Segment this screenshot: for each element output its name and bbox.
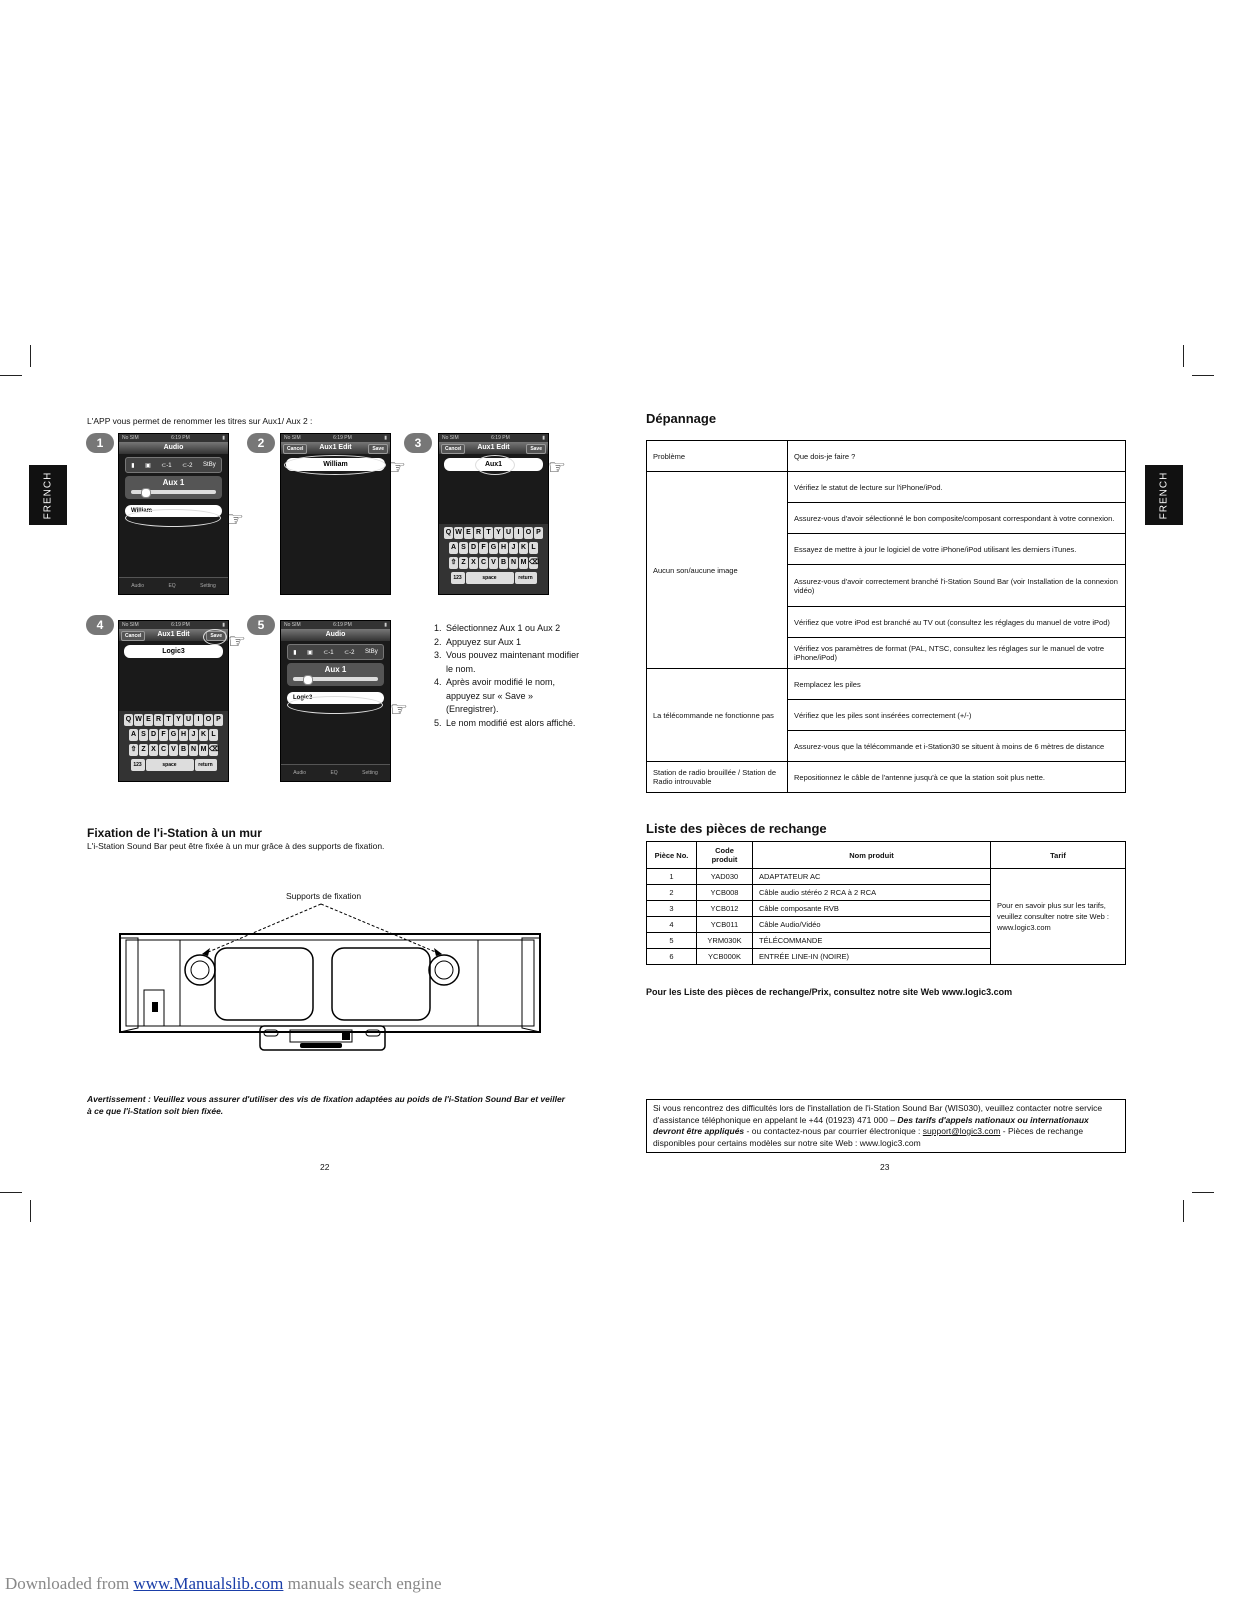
action-cell: Assurez-vous d'avoir sélectionné le bon composite/composant correspondant à votre connexion. — [788, 503, 1126, 534]
action-cell: Assurez-vous d'avoir correctement branché l'i-Station Sound Bar (voir Installation de la connexion vidéo) — [788, 565, 1126, 607]
aux-panel: Aux 1 — [287, 663, 384, 686]
page-number-right: 23 — [880, 1162, 890, 1172]
table-row: 5 YRM030K TÉLÉCOMMANDE — [647, 933, 1126, 949]
highlight-ellipse — [475, 455, 515, 475]
step-number-2: 2 — [247, 433, 275, 453]
soundbar-body — [120, 934, 540, 1032]
action-cell: Essayez de mettre à jour le logiciel de votre iPhone/iPod utilisant les derniers iTunes. — [788, 534, 1126, 565]
setting-tab[interactable]: Setting — [200, 583, 216, 589]
screen-title: Aux1 Edit Cancel Save — [439, 442, 548, 454]
phone-screen-2: No SIM 6:19 PM ▮ Aux1 Edit Cancel Save William — [280, 433, 391, 595]
table-row — [647, 669, 1126, 700]
table-row: 3 YCB012 Câble composante RVB — [647, 901, 1126, 917]
keyboard: Q W E R T Y U I O P A S D F G H J K L ⇧ Z X C V B N M ⌫ 123 space return — [119, 711, 228, 781]
step-number-1: 1 — [86, 433, 114, 453]
soundbar-inner — [126, 940, 534, 1026]
troubleshoot-table — [646, 440, 1126, 793]
phone-screen-5: No SIM 6:19 PM ▮ Audio ▮ ▣ ⊂-1 ⊂-2 StBy Aux 1 Logic3 Audio EQ Setting — [280, 620, 391, 782]
name-input[interactable]: Logic3 — [124, 645, 223, 658]
wall-mount-subtitle: L'i-Station Sound Bar peut être fixée à un mur grâce à des supports de fixation. — [87, 841, 385, 851]
dock-port — [342, 1031, 350, 1040]
price-note: Pour en savoir plus sur les tarifs, veuillez consulter notre site Web : www.logic3.com — [991, 869, 1126, 965]
pointing-hand-icon: ☞ — [390, 699, 408, 721]
phone-screen-1 — [118, 433, 229, 595]
left-bracket-hole — [191, 961, 209, 979]
action-cell: Vérifiez que les piles sont insérées correctement (+/-) — [788, 700, 1126, 731]
aux-name-row[interactable]: William — [125, 505, 222, 517]
keyboard-row-2: A S D F G H J K L — [441, 542, 546, 554]
cancel-button[interactable]: Cancel — [441, 444, 465, 454]
download-footer: Downloaded from www.Manualslib.com manuals search engine — [5, 1574, 442, 1593]
action-cell: Vérifiez vos paramètres de format (PAL, NTSC, consultez les réglages sur le manuel de votre iPhone/iPod) — [788, 638, 1126, 669]
language-tab-left — [29, 465, 67, 525]
bracket-label: Supports de fixation — [286, 891, 362, 901]
instructions-list — [434, 622, 584, 730]
keyboard-row-1: Q W E R T Y U I O P — [441, 527, 546, 539]
soundbar-diagram — [118, 898, 543, 1054]
standby-source[interactable]: StBy — [203, 462, 216, 468]
cancel-button[interactable]: Cancel — [283, 444, 307, 454]
instruction-item: 3. Vous pouvez maintenant modifier le nom. — [434, 650, 580, 674]
problem-header: Problème — [647, 441, 788, 472]
table-row — [647, 472, 1126, 503]
status-bar: No SIM 6:19 PM ▮ — [119, 434, 228, 442]
source-selector[interactable] — [125, 457, 222, 473]
warning-text: Avertissement : Veuillez vous assurer d'utiliser des vis de fixation adaptées au poids de l'i-Station Sound Bar et veiller à ce que l'i-Station soit bien fixée. — [87, 1094, 565, 1116]
price-header: Tarif — [991, 842, 1126, 869]
parts-web-note: Pour les Liste des pièces de rechange/Prix, consultez notre site Web www.logic3.com — [646, 987, 1013, 997]
part-no-header: Pièce No. — [647, 842, 697, 869]
bracket-pointer-line — [321, 904, 438, 953]
soundbar-right-end — [522, 938, 540, 1032]
soundbar-left-end — [120, 938, 138, 1032]
action-cell: Repositionnez le câble de l'antenne jusqu'à ce que la station soit plus nette. — [788, 762, 1126, 793]
instruction-item: 5. Le nom modifié est alors affiché. — [434, 717, 576, 728]
table-row: 1 YAD030 ADAPTATEUR AC Pour en savoir plus sur les tarifs, veuillez consulter notre site Web : www.logic3.com — [647, 869, 1126, 885]
keyboard-row-4: 123 space return — [441, 572, 546, 584]
crop-mark — [1183, 345, 1184, 367]
action-cell: Vérifiez le statut de lecture sur l'iPhone/iPod. — [788, 472, 1126, 503]
language-tab-right — [1145, 465, 1183, 525]
contact-box: Si vous rencontrez des difficultés lors de l'installation de l'i-Station Sound Bar (WIS030), veuillez contacter notre service d'assistance téléphonique en appelant le +44 (01923) 471 000 – Des tarifs d'appels nationaux ou internationaux devront être appliqués - ou contactez-nous par courrier électronique : support@logic3.com - Pièces de rechange disponibles pour certains modèles sur notre site Web : www.logic3.com — [646, 1099, 1126, 1153]
source-selector[interactable]: ▮ ▣ ⊂-1 ⊂-2 StBy — [287, 644, 384, 660]
language-tab-label: FRENCH — [1158, 471, 1170, 519]
highlight-ellipse — [125, 509, 221, 527]
audio-tab[interactable]: Audio — [131, 583, 145, 589]
aux-name-row[interactable]: Logic3 — [287, 692, 384, 704]
right-bracket-hole — [435, 961, 453, 979]
table-header-row — [647, 842, 1126, 869]
dock-label — [300, 1043, 342, 1048]
right-speaker-grille — [332, 948, 430, 1020]
save-button[interactable]: Save — [526, 444, 546, 454]
highlight-ellipse — [203, 629, 227, 645]
bottom-toolbar — [119, 577, 228, 594]
troubleshoot-title: Dépannage — [646, 411, 717, 426]
name-header: Nom produit — [753, 842, 991, 869]
keyboard-row-3: ⇧ Z X C V B N M ⌫ — [441, 557, 546, 569]
aux-label: Aux 1 — [162, 478, 185, 487]
radio-source-icon[interactable]: ▣ — [145, 462, 151, 469]
screen-title: Aux1 Edit Cancel Save — [119, 629, 228, 641]
pointing-hand-icon: ☞ — [228, 631, 246, 653]
left-speaker-grille — [215, 948, 313, 1020]
manualslib-link[interactable]: www.Manualslib.com — [133, 1574, 284, 1593]
action-cell: Vérifiez que votre iPod est branché au TV out (consultez les réglages du manuel de votre iPod) — [788, 607, 1126, 638]
phone-screen-4: No SIM 6:19 PM ▮ Aux1 Edit Cancel Save Logic3 Q W E R T Y U I O P A S D F G H J K L ⇧ Z X C V B N M ⌫ 123 space return — [118, 620, 229, 782]
volume-slider[interactable] — [293, 677, 378, 681]
action-cell: Assurez-vous que la télécommande et i-Station30 se situent à moins de 6 mètres de distance — [788, 731, 1126, 762]
screen-title: Audio — [281, 629, 390, 641]
page-number-left: 22 — [320, 1162, 330, 1172]
table-header-row — [647, 441, 1126, 472]
table-row: 6 YCB000K ENTRÉE LINE-IN (NOIRE) — [647, 949, 1126, 965]
wall-mount-title: Fixation de l'i-Station à un mur — [87, 826, 262, 840]
table-row — [647, 762, 1126, 793]
right-bracket-circle — [429, 955, 459, 985]
crop-mark — [30, 345, 31, 367]
name-input[interactable]: Aux1 — [444, 458, 543, 471]
pointing-hand-icon: ☞ — [548, 457, 566, 479]
crop-mark — [1192, 1192, 1214, 1193]
crop-mark — [1192, 375, 1214, 376]
ipod-source-icon[interactable]: ▮ — [131, 462, 135, 469]
pointing-hand-icon: ☞ — [388, 457, 406, 479]
table-row: 2 YCB008 Câble audio stéréo 2 RCA à 2 RCA — [647, 885, 1126, 901]
instruction-item: 4. Après avoir modifié le nom, appuyez sur « Save » (Enregistrer). — [434, 677, 556, 714]
highlight-ellipse — [284, 455, 386, 475]
eq-tab[interactable]: EQ — [168, 583, 176, 589]
action-cell: Remplacez les piles — [788, 669, 1126, 700]
screen-title: Aux1 Edit Cancel Save — [281, 442, 390, 454]
step-number-3: 3 — [404, 433, 432, 453]
save-button[interactable]: Save — [368, 444, 388, 454]
bottom-toolbar: Audio EQ Setting — [281, 764, 390, 781]
parts-table — [646, 841, 1126, 965]
problem-cell: La télécommande ne fonctionne pas — [647, 669, 788, 762]
crop-mark — [30, 1200, 31, 1222]
instruction-item: 2. Appuyez sur Aux 1 — [434, 636, 522, 647]
step-number-4: 4 — [86, 615, 114, 635]
save-button[interactable]: Save — [206, 631, 226, 641]
left-bracket-circle — [185, 955, 215, 985]
volume-slider[interactable] — [131, 490, 216, 494]
action-header: Que dois-je faire ? — [788, 441, 1126, 472]
parts-title: Liste des pièces de rechange — [646, 821, 827, 836]
instruction-item: 1. Sélectionnez Aux 1 ou Aux 2 — [434, 623, 561, 633]
keyboard — [439, 524, 548, 594]
problem-cell: Station de radio brouillée / Station de Radio introuvable — [647, 762, 788, 793]
side-port — [152, 1002, 158, 1012]
pointing-hand-icon: ☞ — [226, 509, 244, 531]
crop-mark — [0, 1192, 22, 1193]
aux1-source[interactable]: ⊂-1 — [161, 462, 172, 469]
phone-screen-3: No SIM 6:19 PM ▮ Aux1 Edit Cancel Save Aux1 Q W E R T Y U I O P A S D F G H J K L ⇧ Z X C V B N M ⌫ 123 space return — [438, 433, 549, 595]
language-tab-label: FRENCH — [42, 471, 54, 519]
intro-text: L'APP vous permet de renommer les titres sur Aux1/ Aux 2 : — [87, 416, 313, 426]
step-number-5: 5 — [247, 615, 275, 635]
aux-panel — [125, 476, 222, 499]
problem-cell: Aucun son/aucune image — [647, 472, 788, 669]
crop-mark — [1183, 1200, 1184, 1222]
screen-title: Audio — [119, 442, 228, 454]
bracket-pointer-line — [206, 904, 321, 953]
aux2-source[interactable]: ⊂-2 — [182, 462, 193, 469]
cancel-button[interactable]: Cancel — [121, 631, 145, 641]
highlight-ellipse — [287, 696, 383, 714]
name-input[interactable]: William — [286, 458, 385, 471]
support-email-link[interactable]: support@logic3.com — [922, 1126, 1001, 1136]
crop-mark — [0, 375, 22, 376]
table-row: 4 YCB011 Câble Audio/Vidéo — [647, 917, 1126, 933]
code-header: Code produit — [697, 842, 753, 869]
